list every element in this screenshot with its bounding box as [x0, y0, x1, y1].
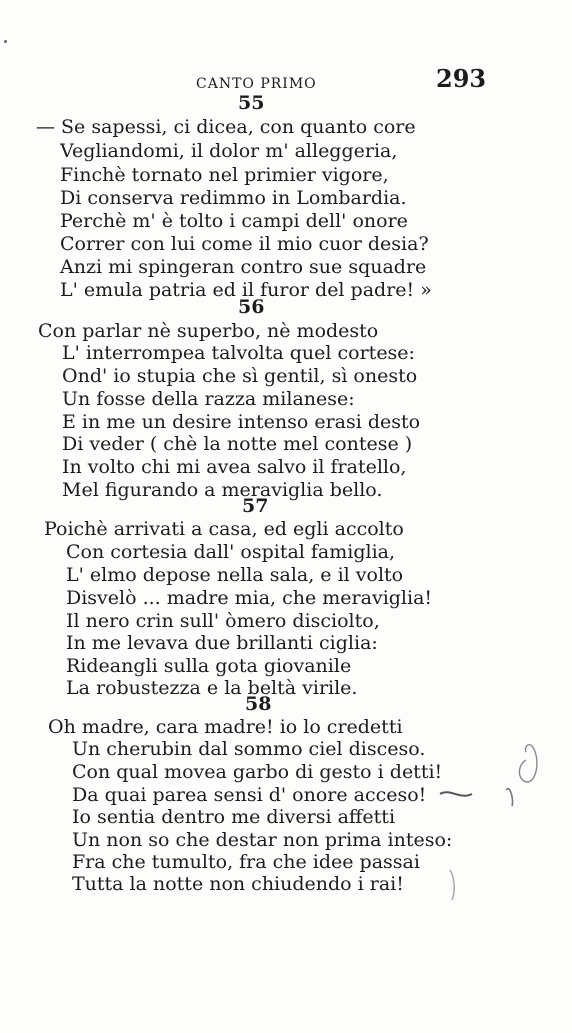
- verse-line: Fra che tumulto, fra che idee passai: [72, 851, 420, 873]
- stanza-number: 57: [242, 495, 269, 517]
- verse-line: Con cortesia dall' ospital famiglia,: [66, 541, 396, 563]
- verse-line: Finchè tornato nel primier vigore,: [60, 164, 389, 186]
- verse-line: L' emula patria ed il furor del padre! »: [60, 279, 432, 301]
- verse-line: Ond' io stupia che sì gentil, sì onesto: [62, 365, 418, 387]
- verse-line: Il nero crin sull' òmero disciolto,: [66, 610, 380, 632]
- verse-line: L' interrompea talvolta quel cortese:: [62, 342, 415, 364]
- verse-line: Mel figurando a meraviglia bello.: [62, 479, 383, 501]
- stanza-number: 56: [238, 296, 265, 318]
- verse-line: Io sentia dentro me diversi affetti: [72, 806, 396, 828]
- verse-line: Tutta la notte non chiudendo i rai!: [72, 873, 404, 895]
- verse-line: Perchè m' è tolto i campi dell' onore: [60, 210, 408, 232]
- stanza-number: 55: [238, 92, 265, 114]
- verse-line: Un fosse della razza milanese:: [62, 388, 355, 410]
- verse-line: Anzi mi spingeran contro sue squadre: [60, 256, 427, 278]
- verse-line: Da quai parea sensi d' onore acceso!: [72, 784, 427, 806]
- verse-line: Oh madre, cara madre! io lo credetti: [48, 716, 403, 738]
- running-header-title: CANTO PRIMO: [196, 76, 317, 92]
- verse-line: Disvelò ... madre mia, che meraviglia!: [66, 587, 433, 609]
- verse-line: — Se sapessi, ci dicea, con quanto core: [36, 116, 416, 138]
- ink-speck: [4, 40, 7, 43]
- verse-line: Correr con lui come il mio cuor desia?: [60, 233, 429, 255]
- verse-line: Di conserva redimmo in Lombardia.: [60, 187, 407, 209]
- verse-line: E in me un desire intenso erasi desto: [62, 411, 421, 433]
- verse-line: La robustezza e la beltà virile.: [66, 677, 358, 699]
- page-number: 293: [436, 64, 487, 93]
- verse-line: Un cherubin dal sommo ciel disceso.: [72, 738, 426, 760]
- stanza-number: 58: [245, 693, 272, 715]
- verse-line: Un non so che destar non prima inteso:: [72, 829, 453, 851]
- verse-line: Poichè arrivati a casa, ed egli accolto: [44, 518, 404, 540]
- verse-line: In volto chi mi avea salvo il fratello,: [62, 456, 407, 478]
- verse-line: Rideangli sulla gota giovanile: [66, 655, 352, 677]
- verse-line: In me levava due brillanti ciglia:: [66, 632, 378, 654]
- verse-line: Di veder ( chè la notte mel contese ): [62, 433, 413, 455]
- verse-line: Con qual movea garbo di gesto i detti!: [72, 761, 443, 783]
- verse-line: Vegliandomi, il dolor m' alleggeria,: [60, 140, 398, 162]
- handwritten-margin-marks: [420, 720, 560, 920]
- verse-line: L' elmo depose nella sala, e il volto: [66, 564, 404, 586]
- verse-line: Con parlar nè superbo, nè modesto: [38, 320, 379, 342]
